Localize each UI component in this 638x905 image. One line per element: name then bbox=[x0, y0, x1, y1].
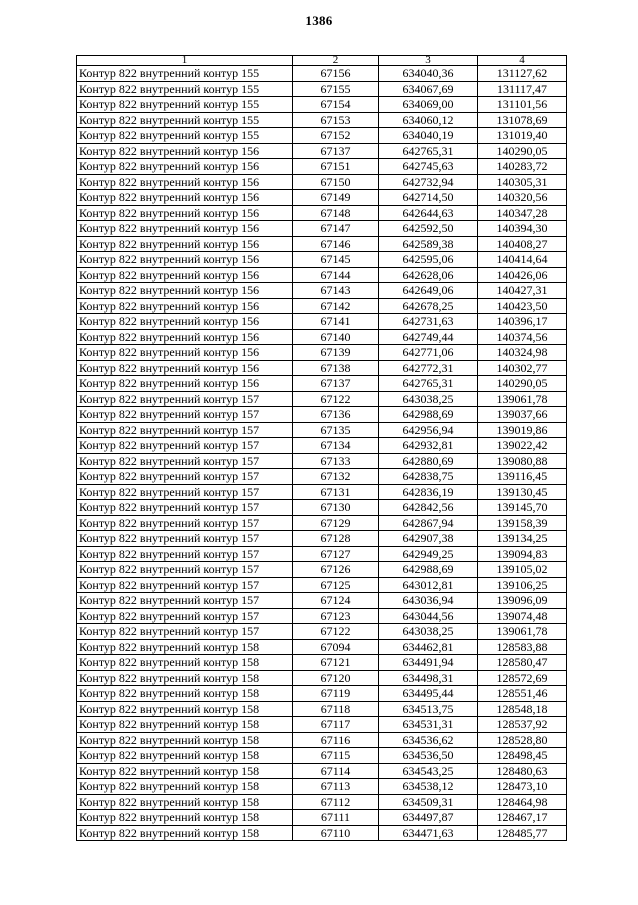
x-coordinate-cell: 634495,44 bbox=[379, 686, 478, 702]
y-coordinate-cell: 128480,63 bbox=[478, 763, 567, 779]
contour-name-cell: Контур 822 внутренний контур 158 bbox=[77, 794, 293, 810]
table-row bbox=[77, 794, 567, 810]
point-number-cell: 67131 bbox=[293, 484, 379, 500]
table-row bbox=[77, 267, 567, 283]
point-number-cell: 67118 bbox=[293, 701, 379, 717]
point-number-cell: 67143 bbox=[293, 283, 379, 299]
y-coordinate-cell: 140290,05 bbox=[478, 376, 567, 392]
contour-name-cell: Контур 822 внутренний контур 158 bbox=[77, 639, 293, 655]
point-number-cell: 67113 bbox=[293, 779, 379, 795]
table-body bbox=[77, 66, 567, 841]
table-row bbox=[77, 345, 567, 361]
y-coordinate-cell: 128580,47 bbox=[478, 655, 567, 671]
x-coordinate-cell: 642842,56 bbox=[379, 500, 478, 516]
x-coordinate-cell: 634462,81 bbox=[379, 639, 478, 655]
point-number-cell: 67115 bbox=[293, 748, 379, 764]
table-row bbox=[77, 779, 567, 795]
table-row bbox=[77, 422, 567, 438]
y-coordinate-cell: 140426,06 bbox=[478, 267, 567, 283]
y-coordinate-cell: 128464,98 bbox=[478, 794, 567, 810]
point-number-cell: 67132 bbox=[293, 469, 379, 485]
point-number-cell: 67125 bbox=[293, 577, 379, 593]
contour-name-cell: Контур 822 внутренний контур 156 bbox=[77, 143, 293, 159]
contour-name-cell: Контур 822 внутренний контур 158 bbox=[77, 655, 293, 671]
contour-name-cell: Контур 822 внутренний контур 156 bbox=[77, 174, 293, 190]
point-number-cell: 67149 bbox=[293, 190, 379, 206]
table-header bbox=[77, 56, 567, 66]
y-coordinate-cell: 128528,80 bbox=[478, 732, 567, 748]
contour-name-cell: Контур 822 внутренний контур 156 bbox=[77, 159, 293, 175]
contour-name-cell: Контур 822 внутренний контур 158 bbox=[77, 825, 293, 841]
x-coordinate-cell: 642644,63 bbox=[379, 205, 478, 221]
point-number-cell: 67116 bbox=[293, 732, 379, 748]
table-row bbox=[77, 810, 567, 826]
contour-name-cell: Контур 822 внутренний контур 158 bbox=[77, 732, 293, 748]
contour-name-cell: Контур 822 внутренний контур 156 bbox=[77, 205, 293, 221]
table-row bbox=[77, 748, 567, 764]
point-number-cell: 67110 bbox=[293, 825, 379, 841]
table-row bbox=[77, 159, 567, 175]
table-row bbox=[77, 717, 567, 733]
y-coordinate-cell: 128583,88 bbox=[478, 639, 567, 655]
point-number-cell: 67144 bbox=[293, 267, 379, 283]
x-coordinate-cell: 642880,69 bbox=[379, 453, 478, 469]
x-coordinate-cell: 642932,81 bbox=[379, 438, 478, 454]
point-number-cell: 67122 bbox=[293, 624, 379, 640]
x-coordinate-cell: 634491,94 bbox=[379, 655, 478, 671]
contour-name-cell: Контур 822 внутренний контур 155 bbox=[77, 81, 293, 97]
table-row bbox=[77, 562, 567, 578]
table-row bbox=[77, 252, 567, 268]
y-coordinate-cell: 140290,05 bbox=[478, 143, 567, 159]
y-coordinate-cell: 139158,39 bbox=[478, 515, 567, 531]
table-row bbox=[77, 453, 567, 469]
x-coordinate-cell: 634513,75 bbox=[379, 701, 478, 717]
table-row bbox=[77, 732, 567, 748]
contour-name-cell: Контур 822 внутренний контур 157 bbox=[77, 391, 293, 407]
y-coordinate-cell: 128473,10 bbox=[478, 779, 567, 795]
y-coordinate-cell: 139130,45 bbox=[478, 484, 567, 500]
point-number-cell: 67130 bbox=[293, 500, 379, 516]
point-number-cell: 67153 bbox=[293, 112, 379, 128]
table-row bbox=[77, 236, 567, 252]
point-number-cell: 67148 bbox=[293, 205, 379, 221]
table-row bbox=[77, 174, 567, 190]
coordinates-table bbox=[76, 55, 567, 841]
contour-name-cell: Контур 822 внутренний контур 158 bbox=[77, 763, 293, 779]
y-coordinate-cell: 139105,02 bbox=[478, 562, 567, 578]
x-coordinate-cell: 634531,31 bbox=[379, 717, 478, 733]
column-header-4: 4 bbox=[478, 56, 567, 66]
y-coordinate-cell: 140305,31 bbox=[478, 174, 567, 190]
contour-name-cell: Контур 822 внутренний контур 156 bbox=[77, 221, 293, 237]
table-row bbox=[77, 376, 567, 392]
point-number-cell: 67145 bbox=[293, 252, 379, 268]
table-row bbox=[77, 298, 567, 314]
point-number-cell: 67150 bbox=[293, 174, 379, 190]
y-coordinate-cell: 140408,27 bbox=[478, 236, 567, 252]
y-coordinate-cell: 131101,56 bbox=[478, 97, 567, 113]
header-row bbox=[77, 56, 567, 66]
x-coordinate-cell: 642749,44 bbox=[379, 329, 478, 345]
y-coordinate-cell: 140324,98 bbox=[478, 345, 567, 361]
y-coordinate-cell: 140394,30 bbox=[478, 221, 567, 237]
x-coordinate-cell: 642765,31 bbox=[379, 143, 478, 159]
x-coordinate-cell: 634536,50 bbox=[379, 748, 478, 764]
contour-name-cell: Контур 822 внутренний контур 158 bbox=[77, 779, 293, 795]
table-row bbox=[77, 438, 567, 454]
table-row bbox=[77, 500, 567, 516]
contour-name-cell: Контур 822 внутренний контур 156 bbox=[77, 360, 293, 376]
table-row bbox=[77, 639, 567, 655]
contour-name-cell: Контур 822 внутренний контур 157 bbox=[77, 593, 293, 609]
y-coordinate-cell: 128485,77 bbox=[478, 825, 567, 841]
point-number-cell: 67121 bbox=[293, 655, 379, 671]
contour-name-cell: Контур 822 внутренний контур 156 bbox=[77, 190, 293, 206]
x-coordinate-cell: 634069,00 bbox=[379, 97, 478, 113]
y-coordinate-cell: 140374,56 bbox=[478, 329, 567, 345]
contour-name-cell: Контур 822 внутренний контур 158 bbox=[77, 701, 293, 717]
x-coordinate-cell: 634471,63 bbox=[379, 825, 478, 841]
y-coordinate-cell: 139134,25 bbox=[478, 531, 567, 547]
column-header-2: 2 bbox=[293, 56, 379, 66]
point-number-cell: 67152 bbox=[293, 128, 379, 144]
table-row bbox=[77, 360, 567, 376]
table-row bbox=[77, 469, 567, 485]
x-coordinate-cell: 643044,56 bbox=[379, 608, 478, 624]
table-row bbox=[77, 515, 567, 531]
x-coordinate-cell: 634543,25 bbox=[379, 763, 478, 779]
y-coordinate-cell: 139037,66 bbox=[478, 407, 567, 423]
contour-name-cell: Контур 822 внутренний контур 156 bbox=[77, 283, 293, 299]
table-row bbox=[77, 283, 567, 299]
table-row bbox=[77, 221, 567, 237]
y-coordinate-cell: 128572,69 bbox=[478, 670, 567, 686]
x-coordinate-cell: 642988,69 bbox=[379, 562, 478, 578]
table-row bbox=[77, 190, 567, 206]
table-row bbox=[77, 608, 567, 624]
x-coordinate-cell: 642628,06 bbox=[379, 267, 478, 283]
x-coordinate-cell: 642949,25 bbox=[379, 546, 478, 562]
y-coordinate-cell: 139094,83 bbox=[478, 546, 567, 562]
contour-name-cell: Контур 822 внутренний контур 155 bbox=[77, 128, 293, 144]
y-coordinate-cell: 140283,72 bbox=[478, 159, 567, 175]
y-coordinate-cell: 140423,50 bbox=[478, 298, 567, 314]
x-coordinate-cell: 634497,87 bbox=[379, 810, 478, 826]
table-row bbox=[77, 81, 567, 97]
point-number-cell: 67126 bbox=[293, 562, 379, 578]
column-header-1: 1 bbox=[77, 56, 293, 66]
contour-name-cell: Контур 822 внутренний контур 158 bbox=[77, 810, 293, 826]
x-coordinate-cell: 642745,63 bbox=[379, 159, 478, 175]
contour-name-cell: Контур 822 внутренний контур 156 bbox=[77, 267, 293, 283]
x-coordinate-cell: 634538,12 bbox=[379, 779, 478, 795]
contour-name-cell: Контур 822 внутренний контур 157 bbox=[77, 577, 293, 593]
x-coordinate-cell: 642907,38 bbox=[379, 531, 478, 547]
contour-name-cell: Контур 822 внутренний контур 157 bbox=[77, 515, 293, 531]
y-coordinate-cell: 139061,78 bbox=[478, 391, 567, 407]
y-coordinate-cell: 140320,56 bbox=[478, 190, 567, 206]
table-row bbox=[77, 205, 567, 221]
y-coordinate-cell: 139116,45 bbox=[478, 469, 567, 485]
point-number-cell: 67140 bbox=[293, 329, 379, 345]
y-coordinate-cell: 139061,78 bbox=[478, 624, 567, 640]
contour-name-cell: Контур 822 внутренний контур 157 bbox=[77, 438, 293, 454]
contour-name-cell: Контур 822 внутренний контур 156 bbox=[77, 376, 293, 392]
table-row bbox=[77, 531, 567, 547]
table-row bbox=[77, 546, 567, 562]
point-number-cell: 67139 bbox=[293, 345, 379, 361]
y-coordinate-cell: 139074,48 bbox=[478, 608, 567, 624]
contour-name-cell: Контур 822 внутренний контур 156 bbox=[77, 252, 293, 268]
point-number-cell: 67111 bbox=[293, 810, 379, 826]
table-row bbox=[77, 66, 567, 82]
page-number: 1386 bbox=[305, 13, 333, 28]
point-number-cell: 67156 bbox=[293, 66, 379, 82]
table-row bbox=[77, 143, 567, 159]
contour-name-cell: Контур 822 внутренний контур 156 bbox=[77, 298, 293, 314]
x-coordinate-cell: 634060,12 bbox=[379, 112, 478, 128]
x-coordinate-cell: 643036,94 bbox=[379, 593, 478, 609]
column-header-3: 3 bbox=[379, 56, 478, 66]
contour-name-cell: Контур 822 внутренний контур 158 bbox=[77, 670, 293, 686]
x-coordinate-cell: 642714,50 bbox=[379, 190, 478, 206]
y-coordinate-cell: 128467,17 bbox=[478, 810, 567, 826]
table-row bbox=[77, 670, 567, 686]
point-number-cell: 67094 bbox=[293, 639, 379, 655]
contour-name-cell: Контур 822 внутренний контур 156 bbox=[77, 314, 293, 330]
table-row bbox=[77, 484, 567, 500]
x-coordinate-cell: 642649,06 bbox=[379, 283, 478, 299]
point-number-cell: 67155 bbox=[293, 81, 379, 97]
contour-name-cell: Контур 822 внутренний контур 157 bbox=[77, 608, 293, 624]
table-row bbox=[77, 624, 567, 640]
y-coordinate-cell: 139019,86 bbox=[478, 422, 567, 438]
contour-name-cell: Контур 822 внутренний контур 157 bbox=[77, 469, 293, 485]
contour-name-cell: Контур 822 внутренний контур 156 bbox=[77, 236, 293, 252]
y-coordinate-cell: 131078,69 bbox=[478, 112, 567, 128]
table-row bbox=[77, 763, 567, 779]
contour-name-cell: Контур 822 внутренний контур 157 bbox=[77, 453, 293, 469]
x-coordinate-cell: 642988,69 bbox=[379, 407, 478, 423]
contour-name-cell: Контур 822 внутренний контур 155 bbox=[77, 97, 293, 113]
contour-name-cell: Контур 822 внутренний контур 158 bbox=[77, 686, 293, 702]
point-number-cell: 67146 bbox=[293, 236, 379, 252]
x-coordinate-cell: 642765,31 bbox=[379, 376, 478, 392]
x-coordinate-cell: 642771,06 bbox=[379, 345, 478, 361]
y-coordinate-cell: 140396,17 bbox=[478, 314, 567, 330]
contour-name-cell: Контур 822 внутренний контур 155 bbox=[77, 112, 293, 128]
point-number-cell: 67122 bbox=[293, 391, 379, 407]
table-row bbox=[77, 686, 567, 702]
contour-name-cell: Контур 822 внутренний контур 157 bbox=[77, 531, 293, 547]
x-coordinate-cell: 643038,25 bbox=[379, 624, 478, 640]
x-coordinate-cell: 642867,94 bbox=[379, 515, 478, 531]
y-coordinate-cell: 140427,31 bbox=[478, 283, 567, 299]
point-number-cell: 67142 bbox=[293, 298, 379, 314]
point-number-cell: 67138 bbox=[293, 360, 379, 376]
point-number-cell: 67151 bbox=[293, 159, 379, 175]
point-number-cell: 67129 bbox=[293, 515, 379, 531]
point-number-cell: 67137 bbox=[293, 143, 379, 159]
y-coordinate-cell: 128551,46 bbox=[478, 686, 567, 702]
y-coordinate-cell: 139022,42 bbox=[478, 438, 567, 454]
table-row bbox=[77, 825, 567, 841]
table-row bbox=[77, 593, 567, 609]
x-coordinate-cell: 634509,31 bbox=[379, 794, 478, 810]
contour-name-cell: Контур 822 внутренний контур 157 bbox=[77, 562, 293, 578]
x-coordinate-cell: 643012,81 bbox=[379, 577, 478, 593]
x-coordinate-cell: 642772,31 bbox=[379, 360, 478, 376]
point-number-cell: 67120 bbox=[293, 670, 379, 686]
contour-name-cell: Контур 822 внутренний контур 157 bbox=[77, 624, 293, 640]
x-coordinate-cell: 634040,19 bbox=[379, 128, 478, 144]
x-coordinate-cell: 642589,38 bbox=[379, 236, 478, 252]
x-coordinate-cell: 642732,94 bbox=[379, 174, 478, 190]
point-number-cell: 67135 bbox=[293, 422, 379, 438]
y-coordinate-cell: 139145,70 bbox=[478, 500, 567, 516]
y-coordinate-cell: 139080,88 bbox=[478, 453, 567, 469]
x-coordinate-cell: 634536,62 bbox=[379, 732, 478, 748]
y-coordinate-cell: 128537,92 bbox=[478, 717, 567, 733]
x-coordinate-cell: 642838,75 bbox=[379, 469, 478, 485]
point-number-cell: 67134 bbox=[293, 438, 379, 454]
point-number-cell: 67112 bbox=[293, 794, 379, 810]
y-coordinate-cell: 131127,62 bbox=[478, 66, 567, 82]
table-row bbox=[77, 391, 567, 407]
point-number-cell: 67124 bbox=[293, 593, 379, 609]
table-row bbox=[77, 128, 567, 144]
x-coordinate-cell: 642836,19 bbox=[379, 484, 478, 500]
point-number-cell: 67141 bbox=[293, 314, 379, 330]
table-row bbox=[77, 112, 567, 128]
point-number-cell: 67136 bbox=[293, 407, 379, 423]
table-row bbox=[77, 701, 567, 717]
x-coordinate-cell: 642956,94 bbox=[379, 422, 478, 438]
y-coordinate-cell: 139106,25 bbox=[478, 577, 567, 593]
contour-name-cell: Контур 822 внутренний контур 157 bbox=[77, 546, 293, 562]
x-coordinate-cell: 642592,50 bbox=[379, 221, 478, 237]
contour-name-cell: Контур 822 внутренний контур 157 bbox=[77, 500, 293, 516]
point-number-cell: 67147 bbox=[293, 221, 379, 237]
contour-name-cell: Контур 822 внутренний контур 156 bbox=[77, 345, 293, 361]
contour-name-cell: Контур 822 внутренний контур 157 bbox=[77, 407, 293, 423]
contour-name-cell: Контур 822 внутренний контур 157 bbox=[77, 422, 293, 438]
y-coordinate-cell: 128498,45 bbox=[478, 748, 567, 764]
table-row bbox=[77, 329, 567, 345]
table-row bbox=[77, 577, 567, 593]
x-coordinate-cell: 642678,25 bbox=[379, 298, 478, 314]
table-row bbox=[77, 655, 567, 671]
table-row bbox=[77, 314, 567, 330]
point-number-cell: 67123 bbox=[293, 608, 379, 624]
x-coordinate-cell: 634067,69 bbox=[379, 81, 478, 97]
x-coordinate-cell: 642595,06 bbox=[379, 252, 478, 268]
contour-name-cell: Контур 822 внутренний контур 158 bbox=[77, 717, 293, 733]
point-number-cell: 67154 bbox=[293, 97, 379, 113]
y-coordinate-cell: 131019,40 bbox=[478, 128, 567, 144]
point-number-cell: 67127 bbox=[293, 546, 379, 562]
x-coordinate-cell: 643038,25 bbox=[379, 391, 478, 407]
contour-name-cell: Контур 822 внутренний контур 155 bbox=[77, 66, 293, 82]
table-row bbox=[77, 97, 567, 113]
contour-name-cell: Контур 822 внутренний контур 158 bbox=[77, 748, 293, 764]
y-coordinate-cell: 140347,28 bbox=[478, 205, 567, 221]
contour-name-cell: Контур 822 внутренний контур 156 bbox=[77, 329, 293, 345]
contour-name-cell: Контур 822 внутренний контур 157 bbox=[77, 484, 293, 500]
y-coordinate-cell: 140302,77 bbox=[478, 360, 567, 376]
x-coordinate-cell: 634498,31 bbox=[379, 670, 478, 686]
x-coordinate-cell: 642731,63 bbox=[379, 314, 478, 330]
y-coordinate-cell: 139096,09 bbox=[478, 593, 567, 609]
y-coordinate-cell: 140414,64 bbox=[478, 252, 567, 268]
point-number-cell: 67117 bbox=[293, 717, 379, 733]
y-coordinate-cell: 128548,18 bbox=[478, 701, 567, 717]
point-number-cell: 67114 bbox=[293, 763, 379, 779]
table-row bbox=[77, 407, 567, 423]
point-number-cell: 67137 bbox=[293, 376, 379, 392]
point-number-cell: 67133 bbox=[293, 453, 379, 469]
point-number-cell: 67128 bbox=[293, 531, 379, 547]
point-number-cell: 67119 bbox=[293, 686, 379, 702]
y-coordinate-cell: 131117,47 bbox=[478, 81, 567, 97]
x-coordinate-cell: 634040,36 bbox=[379, 66, 478, 82]
